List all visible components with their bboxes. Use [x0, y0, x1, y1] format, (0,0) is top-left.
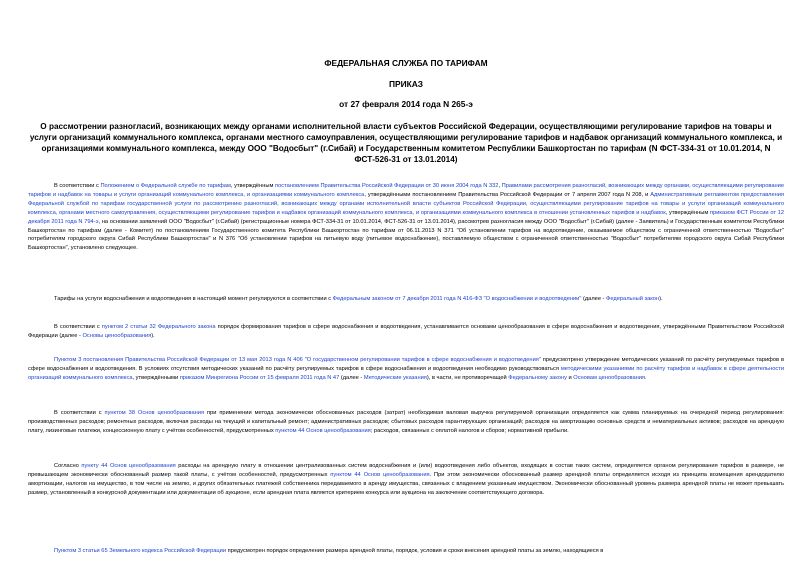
paragraph-text: (далее - [581, 296, 607, 302]
paragraph-legal-basis [28, 182, 784, 253]
paragraph-methodical-guidelines [28, 356, 784, 383]
paragraph-text: , утверждённым [665, 209, 710, 216]
document-link[interactable]: Основы ценообразования [82, 332, 152, 339]
paragraph-text: расходы на арендную плату в отношении централизованных систем водоснабжения и (или) водоотведения либо объектов, входящих в состав таких систем, определяется органом регулирования тарифов в размере, не превышающем экономически обоснованный размер такой платы, с учётом особенностей, предусмотренных [28, 463, 785, 478]
paragraph-text: предусмотрено утверждение методических указаний по расчёту регулируемых тарифов в сфере водоснабжения и водоотведения. В условиях отсутствия методических указаний по расчёту регулируемых тарифов в сфере водоснабжения и водоотведения необходимо руководствоваться [28, 357, 784, 372]
document-link[interactable]: Положением о Федеральной службе по тарифам [100, 183, 231, 189]
document-link[interactable]: приказом Минрегиона России от 15 февраля 2011 года N 47 [179, 374, 340, 381]
document-link[interactable]: Пунктом 3 постановления Правительства Российской Федерации от 13 мая 2013 года N 406 "О государственном регулировании тарифов в сфере водоснабжения и водоотведения" [54, 357, 541, 363]
paragraph-text: В соответствии с [54, 183, 101, 189]
paragraph-rent-payment [28, 462, 784, 498]
document-type: ПРИКАЗ [388, 79, 424, 89]
paragraph-gross-revenue [28, 409, 784, 436]
paragraph-text: , [498, 183, 502, 189]
paragraph-federal-law [28, 295, 784, 304]
document-link[interactable]: приказом ФСТ России от 12 декабря 2011 года N 794-э [28, 209, 784, 225]
document-link[interactable]: пунктом 44 Основ ценообразования [275, 427, 371, 434]
paragraph-text: ). [151, 332, 155, 339]
agency-name: ФЕДЕРАЛЬНАЯ СЛУЖБА ПО ТАРИФАМ [324, 58, 488, 68]
paragraph-text: Тарифы на услуги водоснабжения и водоотведения в настоящий момент регулируются в соответствии с [54, 296, 333, 302]
document-link[interactable]: пунктом 2 статьи 32 Федерального закона [101, 324, 216, 330]
paragraph-text: ), в части, не противоречащей [426, 374, 509, 381]
document-title: О рассмотрении разногласий, возникающих между органами исполнительной власти субъектов Российской Федерации, осуществляющими регулирование тарифов на товары и услуги организаций коммунального комплекса, органами местного самоуправления, осуществляющими регулирование тарифов и надбавок организаций коммунального комплекса, и организациями коммунального комплекса, между ООО "Водосбыт" (г.Сибай) и Государственным комитетом Республики Башкортостан по тарифам (N ФСТ-334-31 от 10.01.2014, N ФСТ-526-31 от 13.01.2014) [29, 122, 783, 164]
document-link[interactable]: Административным регламентом предоставления Федеральной службой по тарифам государственной услуги по рассмотрению разногласий, возникающих между органами исполнительной власти субъектов Российской Федерации, осуществляющими регулирование тарифов на товары и услуги организаций коммунального комплекса, органами местного самоуправления, осуществляющими регулирование тарифов и надбавок организаций коммунального комплекса, и организациями коммунального комплекса в отношении установленных тарифов и надбавок [28, 191, 784, 216]
paragraph-land-code [28, 547, 784, 556]
paragraph-text: (далее - [339, 374, 364, 381]
paragraph-text: Согласно [54, 463, 82, 469]
paragraph-pricing-basics [28, 323, 784, 341]
document-link[interactable]: пунктом 44 Основ ценообразования [330, 471, 430, 478]
paragraph-text: , утверждёнными постановлением Правительства Российской Федерации от 7 апреля 2007 года N 208, и [364, 191, 651, 198]
paragraph-text: порядок формирования тарифов в сфере водоснабжения и водоотведения, устанавливается основами ценообразования в сфере водоснабжения и водоотведения, утверждёнными Правительством Российской Федерации (далее - [28, 324, 785, 339]
paragraph-text: В соответствии с [54, 324, 102, 330]
paragraph-text: ). [659, 296, 663, 302]
document-date-number: от 27 февраля 2014 года N 265-э [339, 99, 473, 109]
paragraph-text: предусмотрен порядок определения размера арендной платы, порядок, условия и сроки внесения арендной платы за землю, находящиеся в [226, 548, 604, 554]
document-link[interactable]: пунктом 38 Основ ценообразования [104, 410, 205, 416]
paragraph-text: В соответствии с [54, 410, 105, 416]
paragraph-text: , утверждённым [230, 183, 275, 189]
paragraph-text: , утверждёнными [132, 374, 180, 381]
document-link[interactable]: Пунктом 3 статьи 65 Земельного кодекса Российской Федерации [54, 548, 227, 554]
document-link[interactable]: Федеральный закон [606, 296, 660, 302]
document-link[interactable]: постановлением Правительства Российской Федерации от 30 июня 2004 года N 332 [274, 183, 499, 189]
document-link[interactable]: Основам ценообразования [573, 374, 646, 381]
document-link[interactable]: Методические указания [363, 374, 427, 381]
paragraph-text: ; расходов, связанных с оплатой налогов и сборов; нормативной прибыли. [370, 427, 569, 434]
document-link[interactable]: методическими указаниями по расчёту тарифов и надбавок в сфере деятельности организаций коммунального комплекса [28, 365, 784, 381]
document-link[interactable]: Федеральным законом от 7 декабря 2011 года N 416-ФЗ "О водоснабжении и водоотведении" [332, 296, 582, 302]
paragraph-text: . При этом экономически обоснованный размер арендной платы определяется исходя из принципа возмещения арендодателю амортизации, налогов на имущество, в том числе на землю, и других обязательных платежей собственника передаваемого в аренду имущества, связанных с владением указанным имуществом. Экономически обоснованный уровень размера арендной платы не может превышать размер, установленный в конкурсной документации или документации об аукционе, если арендная плата является критерием конкурса или аукциона на заключение соответствующего договора. [28, 471, 785, 496]
document-link[interactable]: пункту 44 Основ ценообразования [81, 463, 176, 469]
paragraph-text: . [645, 374, 647, 381]
document-link[interactable]: Федеральному закону [508, 374, 567, 381]
paragraph-text: при применении метода экономически обоснованных расходов (затрат) необходимая валовая выручка регулируемой организации определяется как сумма планируемых на очередной период регулирования: производственных расходов; ремонтных расходов, включая расходы на текущий и капитальный ремонт; административных расходов; сбытовых расходов гарантирующих организаций; расходов на амортизацию основных средств и нематериальных активов; расходов на арендную плату, лизинговые платежи, концессионную плату с учётом особенностей, предусмотренных [28, 410, 784, 434]
paragraph-text: и [566, 374, 574, 381]
paragraph-text: , на основании заявлений ООО "Водосбыт" (г.Сибай) (регистрационные номера ФСТ-334-31 от 10.01.2014, ФСТ-526-31 от 13.01.2014), рассмотрев разногласия между ООО "Водосбыт" (г.Сибай) (далее - Заявитель) и Государственным комитетом Республики Башкортостан по тарифам (далее - Комитет) по постановлениям Государственного комитета Республики Башкортостан по тарифам от 06.11.2013 N 371 "Об установлении тарифов на водоотведение, оказываемое обществом с ограниченной ответственностью "Водосбыт" потребителям городского округа Сибай Республики Башкортостан" и N 376 "Об установлении тарифов на питьевую воду (питьевое водоснабжение), поставляемую обществом с ограниченной ответственностью "Водосбыт" потребителям городского округа Сибай Республики Башкортостан", установлено следующее. [28, 218, 784, 252]
document-link[interactable]: Правилами рассмотрения разногласий, возникающих между органами, осуществляющими регулирование тарифов и надбавок на товары и услуги организаций коммунального комплекса, и организациями коммунального комплекса [28, 183, 784, 198]
